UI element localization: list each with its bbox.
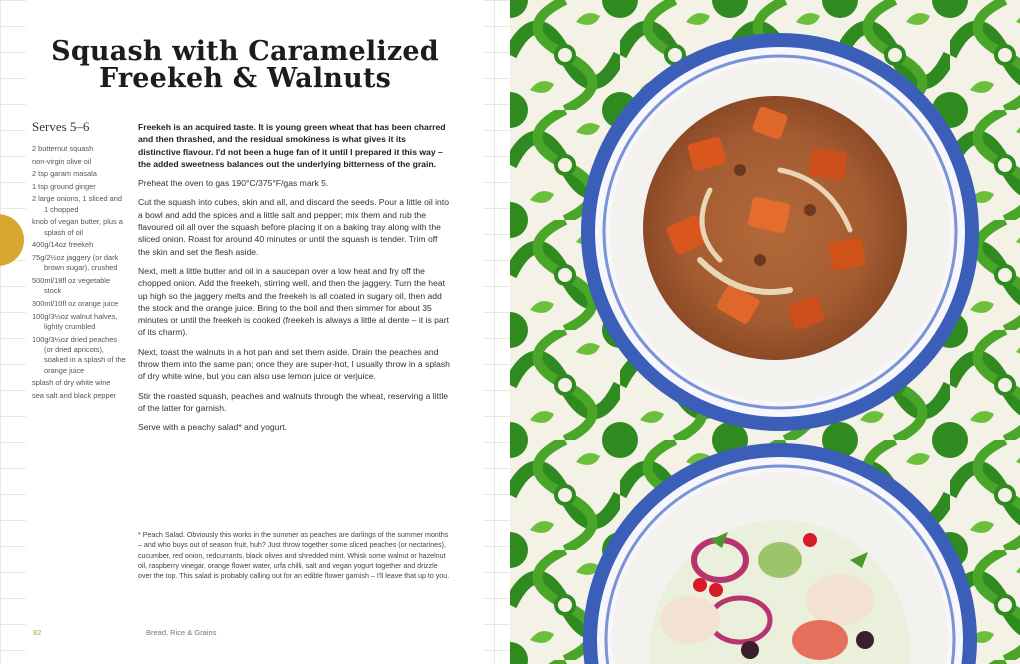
section-running-head: Bread, Rice & Grains [146, 628, 217, 637]
ingredient-item: sea salt and black pepper [32, 390, 117, 400]
ingredient-item: knob of vegan butter, plus a splash of oil [32, 217, 123, 237]
recipe-photo [510, 0, 1020, 664]
method-step: Stir the roasted squash, peaches and walnuts through the wheat, reserving a little of the latter for garnish. [138, 390, 449, 413]
footnote: * Peach Salad. Obviously this works in the summer as peaches are darlings of the summer months – and who buys out of season fruit, huh? Just throw together some sliced peaches (or nectarines), cucumber, red onion, redcurrants, black olives and shredded mint. Whisk some walnut or hazelnut oil, raspberry vinegar, orange flower water, urfa chilli, salt and vegan yogurt together and drizzle over the top. This salad is probably calling out for an edible flower garnish – I'll leave that up to you. [138, 531, 450, 581]
ingredient-item: 1 tsp ground ginger [32, 181, 96, 191]
method-step: Preheat the oven to gas 190°C/375°F/gas mark 5. [138, 178, 329, 189]
chapter-tab-marker [0, 214, 24, 266]
ingredient-item: 300ml/10fl oz orange juice [32, 298, 119, 308]
ingredient-item: non-virgin olive oil [32, 156, 92, 166]
ingredient-list [32, 144, 128, 404]
intro-paragraph: Freekeh is an acquired taste. It is young green wheat that has been charred and then thrashed, and the residual smokiness is what gives it its distinctive flavour. I'd not been a huge fan of it until I prepared it this way – the added sweetness balances out the underlying bitterness of the grain. [138, 122, 446, 169]
method-step: Next, melt a little butter and oil in a saucepan over a low heat and fry off the chopped onion. Add the freekeh, stirring well, and then the jaggery. Turn the heat up high so the jaggery melts and the freekeh is all coated in sugary oil, then add the stock and the orange juice. Bring to the boil and then simmer for about 35 minutes or until the freekeh is cooked (freekeh is always a little al dente – it is part of its charm). [138, 265, 449, 338]
serves-label: Serves 5–6 [32, 119, 90, 134]
recipe-title: Squash with Caramelized Freekeh & Walnuts [51, 36, 439, 94]
ingredient-item: 2 tsp garam masala [32, 169, 97, 179]
page-number: 82 [33, 628, 42, 637]
ingredient-item: 75g/2½oz jaggery (or dark brown sugar), crushed [32, 252, 119, 273]
ingredient-item: 100g/3½oz walnut halves, lightly crumbled [32, 311, 118, 331]
ingredient-item: 2 butternut squash [32, 144, 94, 153]
ingredient-item: 100g/3½oz dried peaches (or dried apricots), soaked in a splash of the orange juice [32, 334, 126, 375]
method-text [138, 121, 450, 441]
method-step: Next, toast the walnuts in a hot pan and set them aside. Drain the peaches and throw them into the same pan; once they are super-hot, I usually throw in a splash of dry white wine, but you can also use lemon juice or verjuice. [138, 346, 450, 382]
ingredient-item: splash of dry white wine [32, 378, 111, 388]
photo-illustration [510, 0, 1020, 664]
ingredient-item: 500ml/18fl oz vegetable stock [32, 275, 111, 296]
method-step: Serve with a peachy salad* and yogurt. [138, 422, 288, 433]
freekeh-plate [584, 36, 976, 428]
ingredient-item: 2 large onions, 1 sliced and 1 chopped [32, 194, 122, 214]
ingredient-item: 400g/14oz freekeh [32, 240, 94, 250]
method-step: Cut the squash into cubes, skin and all, and discard the seeds. Pour a little oil into a bowl and add the spices and a little salt and pepper; mix them and rub the flavoured oil all over the squash before placing it on a baking tray along with the sliced onion. Roast for around 40 minutes or until the squash is tender. Trim off the skin and set the flesh aside. [138, 197, 449, 257]
